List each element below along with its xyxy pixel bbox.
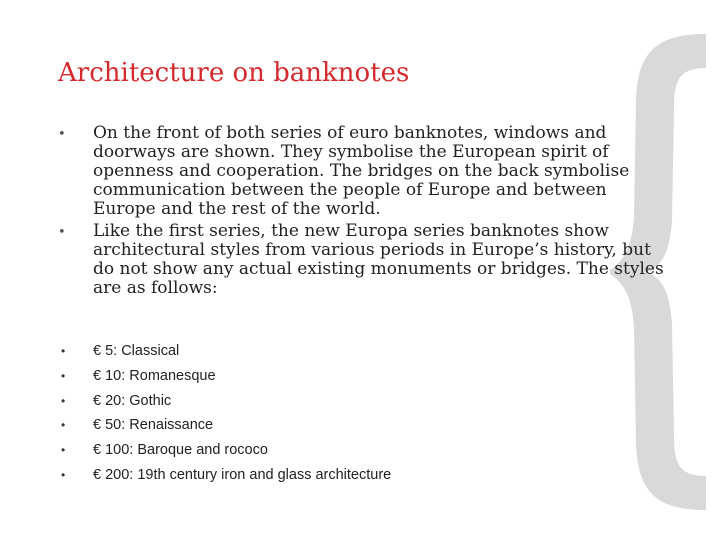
style-text: € 50: Renaissance [93,417,214,434]
bullet-icon: • [58,225,66,240]
style-item-200 [58,466,618,491]
slide-title: Architecture on banknotes [58,58,410,88]
style-item-50 [58,416,618,441]
style-item-20 [58,392,618,417]
paragraph-list [58,124,668,301]
paragraph-item [58,222,668,298]
style-text: € 200: 19th century iron and glass architecture [93,466,392,483]
paragraph-text: Like the first series, the new Europa series banknotes show architectural styles from various periods in Europe’s history, but do not show any actual existing monuments or bridges. The styles are as follows: [93,221,664,298]
bullet-icon: • [61,368,66,383]
style-item-100 [58,441,618,466]
bullet-icon: • [61,418,66,433]
style-text: € 10: Romanesque [93,367,216,384]
style-text: € 20: Gothic [93,392,172,409]
paragraph-text: On the front of both series of euro banknotes, windows and doorways are shown. They symbolise the European spirit of openness and cooperation. The bridges on the back symbolise communication between the people of Europe and between Europe and the rest of the world. [93,123,630,219]
bullet-icon: • [61,393,66,408]
bullet-icon: • [58,127,66,142]
bullet-icon: • [61,443,66,458]
style-item-10 [58,367,618,392]
bullet-icon: • [61,344,66,358]
style-item-5 [58,342,618,367]
architecture-style-list [58,342,618,491]
paragraph-item [58,124,668,219]
style-text: € 100: Baroque and rococo [93,442,268,459]
style-text: € 5: Classical [93,343,180,359]
bullet-icon: • [61,467,66,482]
